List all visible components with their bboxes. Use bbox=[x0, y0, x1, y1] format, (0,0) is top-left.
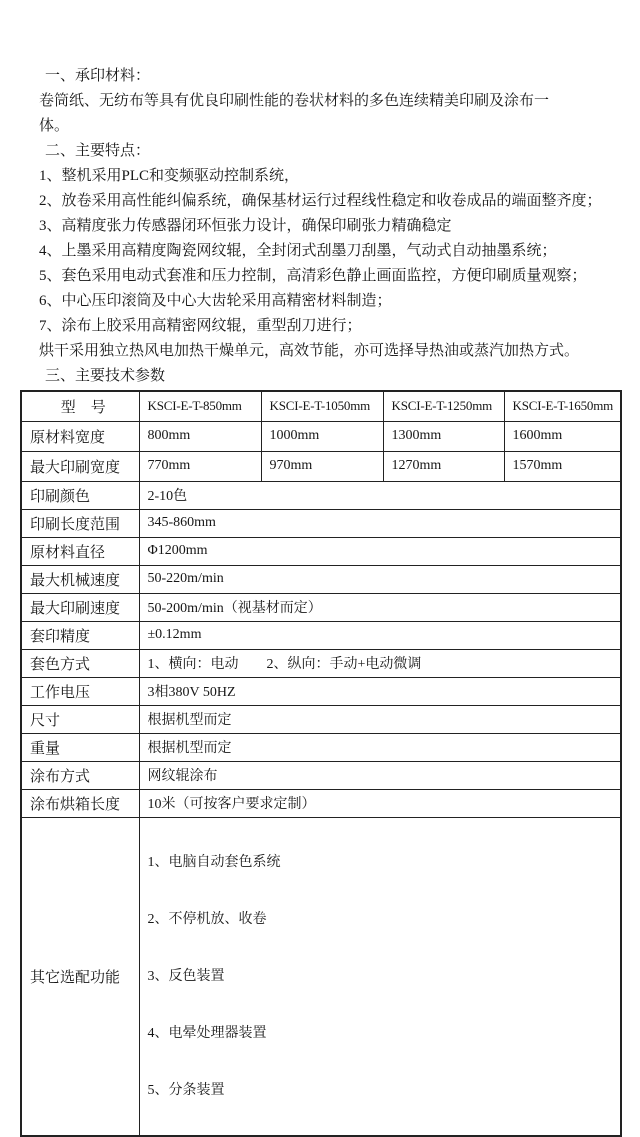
table-row bbox=[21, 761, 621, 789]
option-item: 3、反色装置 bbox=[147, 968, 225, 984]
spec-table bbox=[20, 390, 622, 1137]
row-label: 最大机械速度 bbox=[21, 565, 139, 593]
cell-value: 770mm bbox=[139, 451, 261, 481]
cell-value: 1、横向：电动 2、纵向：手动+电动微调 bbox=[139, 649, 621, 677]
model-name-cell: KSCI-E-T-850mm bbox=[139, 391, 261, 421]
model-name-cell: KSCI-E-T-1250mm bbox=[383, 391, 504, 421]
feature-item-2: 2、放卷采用高性能纠偏系统，确保基材运行过程线性稳定和收卷成品的端面整齐度； bbox=[39, 193, 602, 209]
table-header-row bbox=[21, 391, 621, 421]
cell-value: 345-860mm bbox=[139, 509, 621, 537]
option-item: 2、不停机放、收卷 bbox=[147, 911, 267, 927]
cell-value: 根据机型而定 bbox=[139, 705, 621, 733]
cell-value: 网纹辊涂布 bbox=[139, 761, 621, 789]
row-label: 原材料直径 bbox=[21, 537, 139, 565]
cell-value: 根据机型而定 bbox=[139, 733, 621, 761]
row-label: 套印精度 bbox=[21, 621, 139, 649]
table-row bbox=[21, 451, 621, 481]
feature-item-6: 6、中心压印滚筒及中心大齿轮采用高精密材料制造； bbox=[39, 293, 392, 309]
row-label: 最大印刷速度 bbox=[21, 593, 139, 621]
table-row bbox=[21, 593, 621, 621]
row-label: 涂布方式 bbox=[21, 761, 139, 789]
model-label-cell: 型 号 bbox=[21, 391, 139, 421]
table-row bbox=[21, 789, 621, 817]
cell-value: 10米（可按客户要求定制） bbox=[139, 789, 621, 817]
row-label: 涂布烘箱长度 bbox=[21, 789, 139, 817]
row-label: 工作电压 bbox=[21, 677, 139, 705]
cell-value: Φ1200mm bbox=[139, 537, 621, 565]
table-row-options bbox=[21, 817, 621, 1136]
row-label: 原材料宽度 bbox=[21, 421, 139, 451]
options-list bbox=[139, 817, 621, 1136]
cell-value: 50-200m/min（视基材而定） bbox=[139, 593, 621, 621]
cell-value: 970mm bbox=[261, 451, 383, 481]
table-row bbox=[21, 705, 621, 733]
row-label: 最大印刷宽度 bbox=[21, 451, 139, 481]
paragraph-line: 卷筒纸、无纺布等具有优良印刷性能的卷状材料的多色连续精美印刷及涂布一 bbox=[39, 93, 550, 109]
table-row bbox=[21, 733, 621, 761]
cell-value: 1000mm bbox=[261, 421, 383, 451]
paragraph-line: 烘干采用独立热风电加热干燥单元，高效节能，亦可选择导热油或蒸汽加热方式。 bbox=[39, 343, 580, 359]
cell-value: 2-10色 bbox=[139, 481, 621, 509]
feature-item-3: 3、高精度张力传感器闭环恒张力设计，确保印刷张力精确稳定 bbox=[39, 218, 452, 234]
table-row bbox=[21, 649, 621, 677]
feature-item-1: 1、整机采用PLC和变频驱动控制系统， bbox=[39, 168, 300, 184]
table-row bbox=[21, 421, 621, 451]
document-text bbox=[39, 64, 621, 389]
table-row bbox=[21, 481, 621, 509]
cell-value: 1600mm bbox=[504, 421, 621, 451]
section-2-heading: 二、主要特点： bbox=[45, 143, 151, 159]
cell-value: 1300mm bbox=[383, 421, 504, 451]
row-label: 套色方式 bbox=[21, 649, 139, 677]
cell-value: 3相380V 50HZ bbox=[139, 677, 621, 705]
cell-value: 50-220m/min bbox=[139, 565, 621, 593]
model-name-cell: KSCI-E-T-1050mm bbox=[261, 391, 383, 421]
option-item: 1、电脑自动套色系统 bbox=[147, 854, 281, 870]
table-row bbox=[21, 537, 621, 565]
row-label: 尺寸 bbox=[21, 705, 139, 733]
section-1-heading: 一、承印材料： bbox=[45, 68, 151, 84]
option-item: 5、分条装置 bbox=[147, 1082, 225, 1098]
feature-item-4: 4、上墨采用高精度陶瓷网纹辊，全封闭式刮墨刀刮墨，气动式自动抽墨系统； bbox=[39, 243, 557, 259]
row-label: 印刷长度范围 bbox=[21, 509, 139, 537]
row-label: 其它选配功能 bbox=[21, 817, 139, 1136]
model-name-cell: KSCI-E-T-1650mm bbox=[504, 391, 621, 421]
row-label: 印刷颜色 bbox=[21, 481, 139, 509]
row-label: 重量 bbox=[21, 733, 139, 761]
table-row bbox=[21, 509, 621, 537]
cell-value: 800mm bbox=[139, 421, 261, 451]
table-row bbox=[21, 677, 621, 705]
table-row bbox=[21, 565, 621, 593]
cell-value: 1270mm bbox=[383, 451, 504, 481]
table-row bbox=[21, 621, 621, 649]
feature-item-7: 7、涂布上胶采用高精密网纹辊，重型刮刀进行； bbox=[39, 318, 362, 334]
cell-value: 1570mm bbox=[504, 451, 621, 481]
section-3-heading: 三、主要技术参数 bbox=[45, 368, 166, 384]
option-item: 4、电晕处理器装置 bbox=[147, 1025, 267, 1041]
feature-item-5: 5、套色采用电动式套准和压力控制，高清彩色静止画面监控，方便印刷质量观察； bbox=[39, 268, 587, 284]
cell-value: ±0.12mm bbox=[139, 621, 621, 649]
paragraph-line: 体。 bbox=[39, 118, 70, 134]
